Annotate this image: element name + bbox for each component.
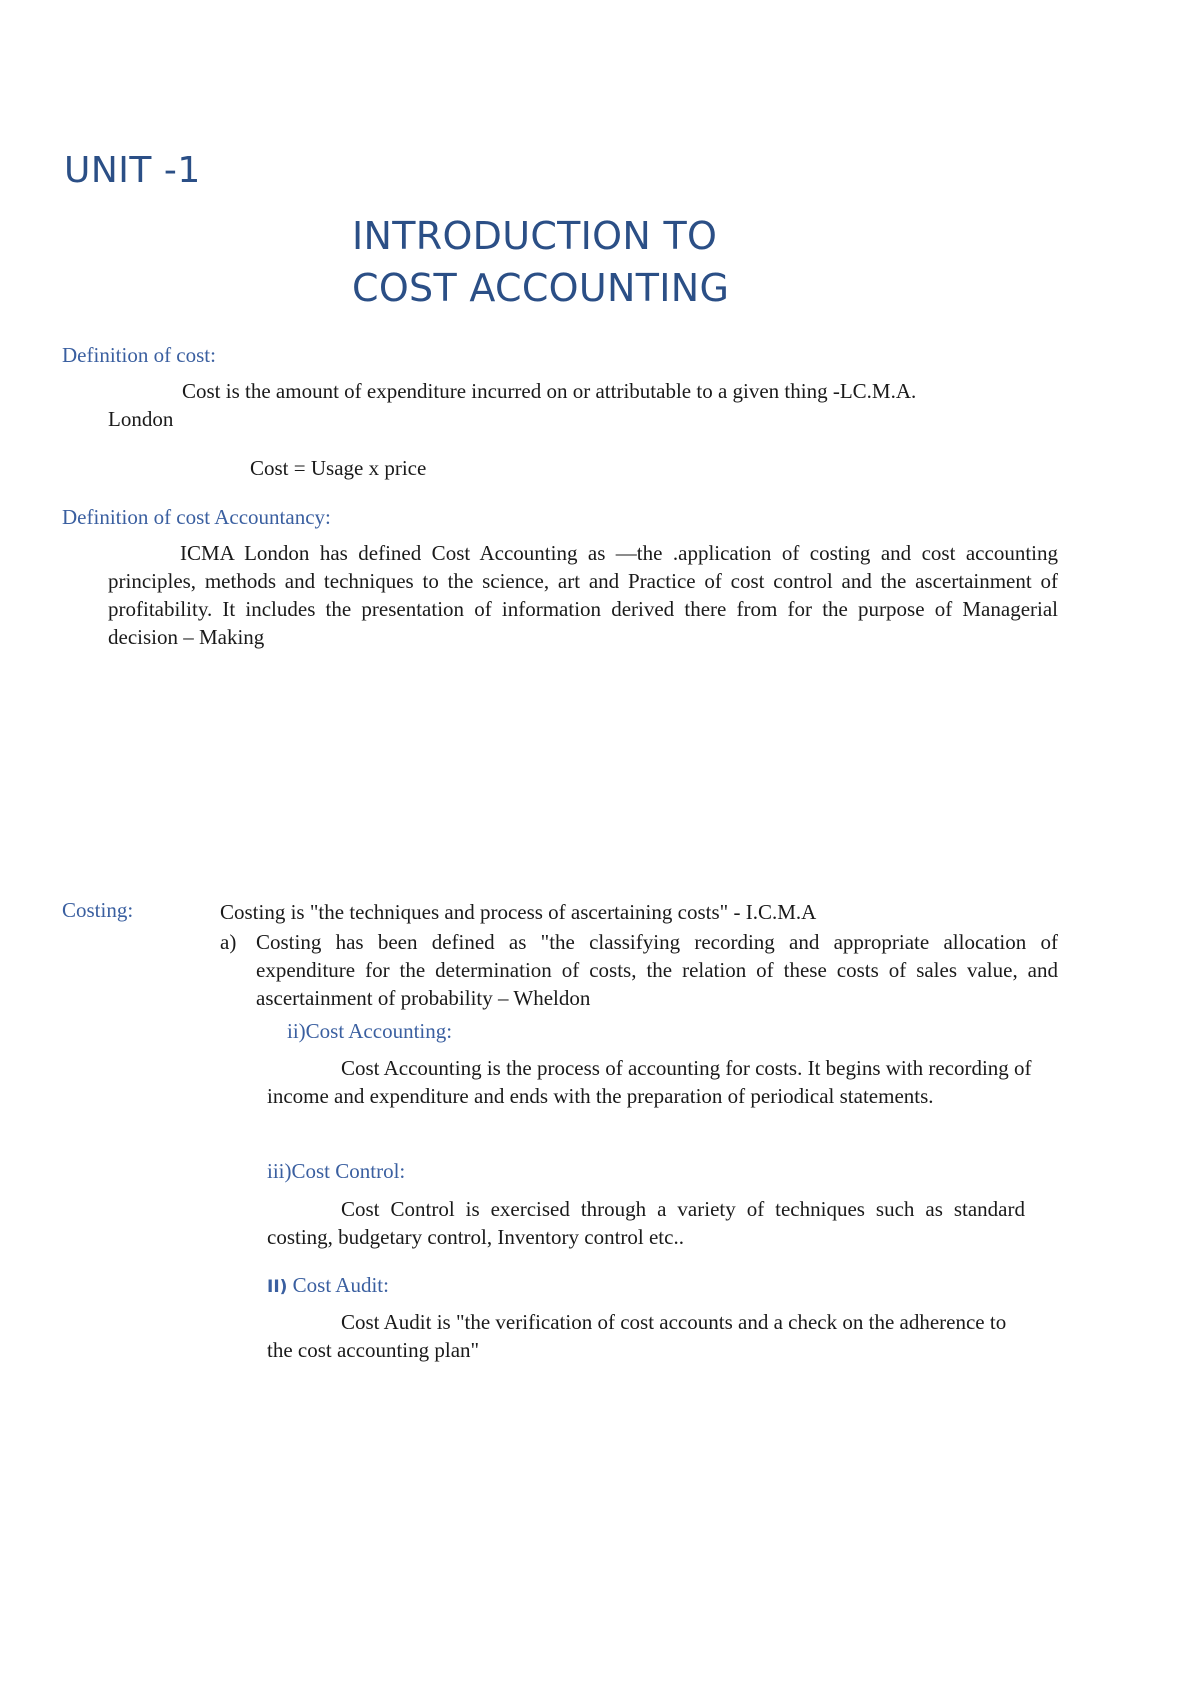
costing-label: Costing: [62, 898, 134, 922]
unit-title: UNIT -1 [64, 150, 201, 191]
definition-cost-heading: Definition of cost: [62, 343, 216, 367]
cost-control-text: Cost Control is exercised through a variety of techniques such as standard costing, budgetary control, Inventory control etc.. [267, 1197, 1025, 1249]
cost-audit-heading-text: Cost Audit: [292, 1273, 389, 1297]
definition-cost-text-line-1: Cost is the amount of expenditure incurred on or attributable to a given thing -LC.M.A. [182, 379, 917, 403]
definition-accountancy-heading: Definition of cost Accountancy: [62, 505, 331, 529]
page-title-line-1: INTRODUCTION TO [352, 214, 718, 258]
cost-audit-marker: II) [267, 1277, 288, 1297]
cost-accounting-heading: ii)Cost Accounting: [287, 1019, 453, 1043]
costing-definition: Costing is "the techniques and process of ascertaining costs" - I.C.M.A [220, 900, 817, 924]
page-title [352, 210, 729, 314]
definition-accountancy-text: ICMA London has defined Cost Accounting as —the .application of costing and cost accounting principles, methods and techniques to the science, art and Practice of cost control and the ascertainment of profitability. It includes the presentation of information derived there from for the purpose of Managerial decision – Making [108, 541, 1058, 649]
cost-accounting-text: Cost Accounting is the process of accounting for costs. It begins with recording of income and expenditure and ends with the preparation of periodical statements. [267, 1056, 1032, 1108]
cost-audit-text: Cost Audit is "the verification of cost accounts and a check on the adherence to the cost accounting plan" [267, 1310, 1007, 1362]
cost-formula: Cost = Usage x price [250, 456, 427, 480]
list-item-a-marker: a) [220, 930, 237, 954]
page-title-line-2: COST ACCOUNTING [352, 266, 730, 310]
definition-cost-text-line-2: London [108, 407, 174, 431]
cost-control-heading: iii)Cost Control: [267, 1159, 406, 1183]
cost-audit-heading [267, 1273, 389, 1298]
list-item-a-text: Costing has been defined as "the classifying recording and appropriate allocation of expenditure for the determination of costs, the relation of these costs of sales value, and ascertainment of probability – Wheldon [256, 930, 1058, 1010]
